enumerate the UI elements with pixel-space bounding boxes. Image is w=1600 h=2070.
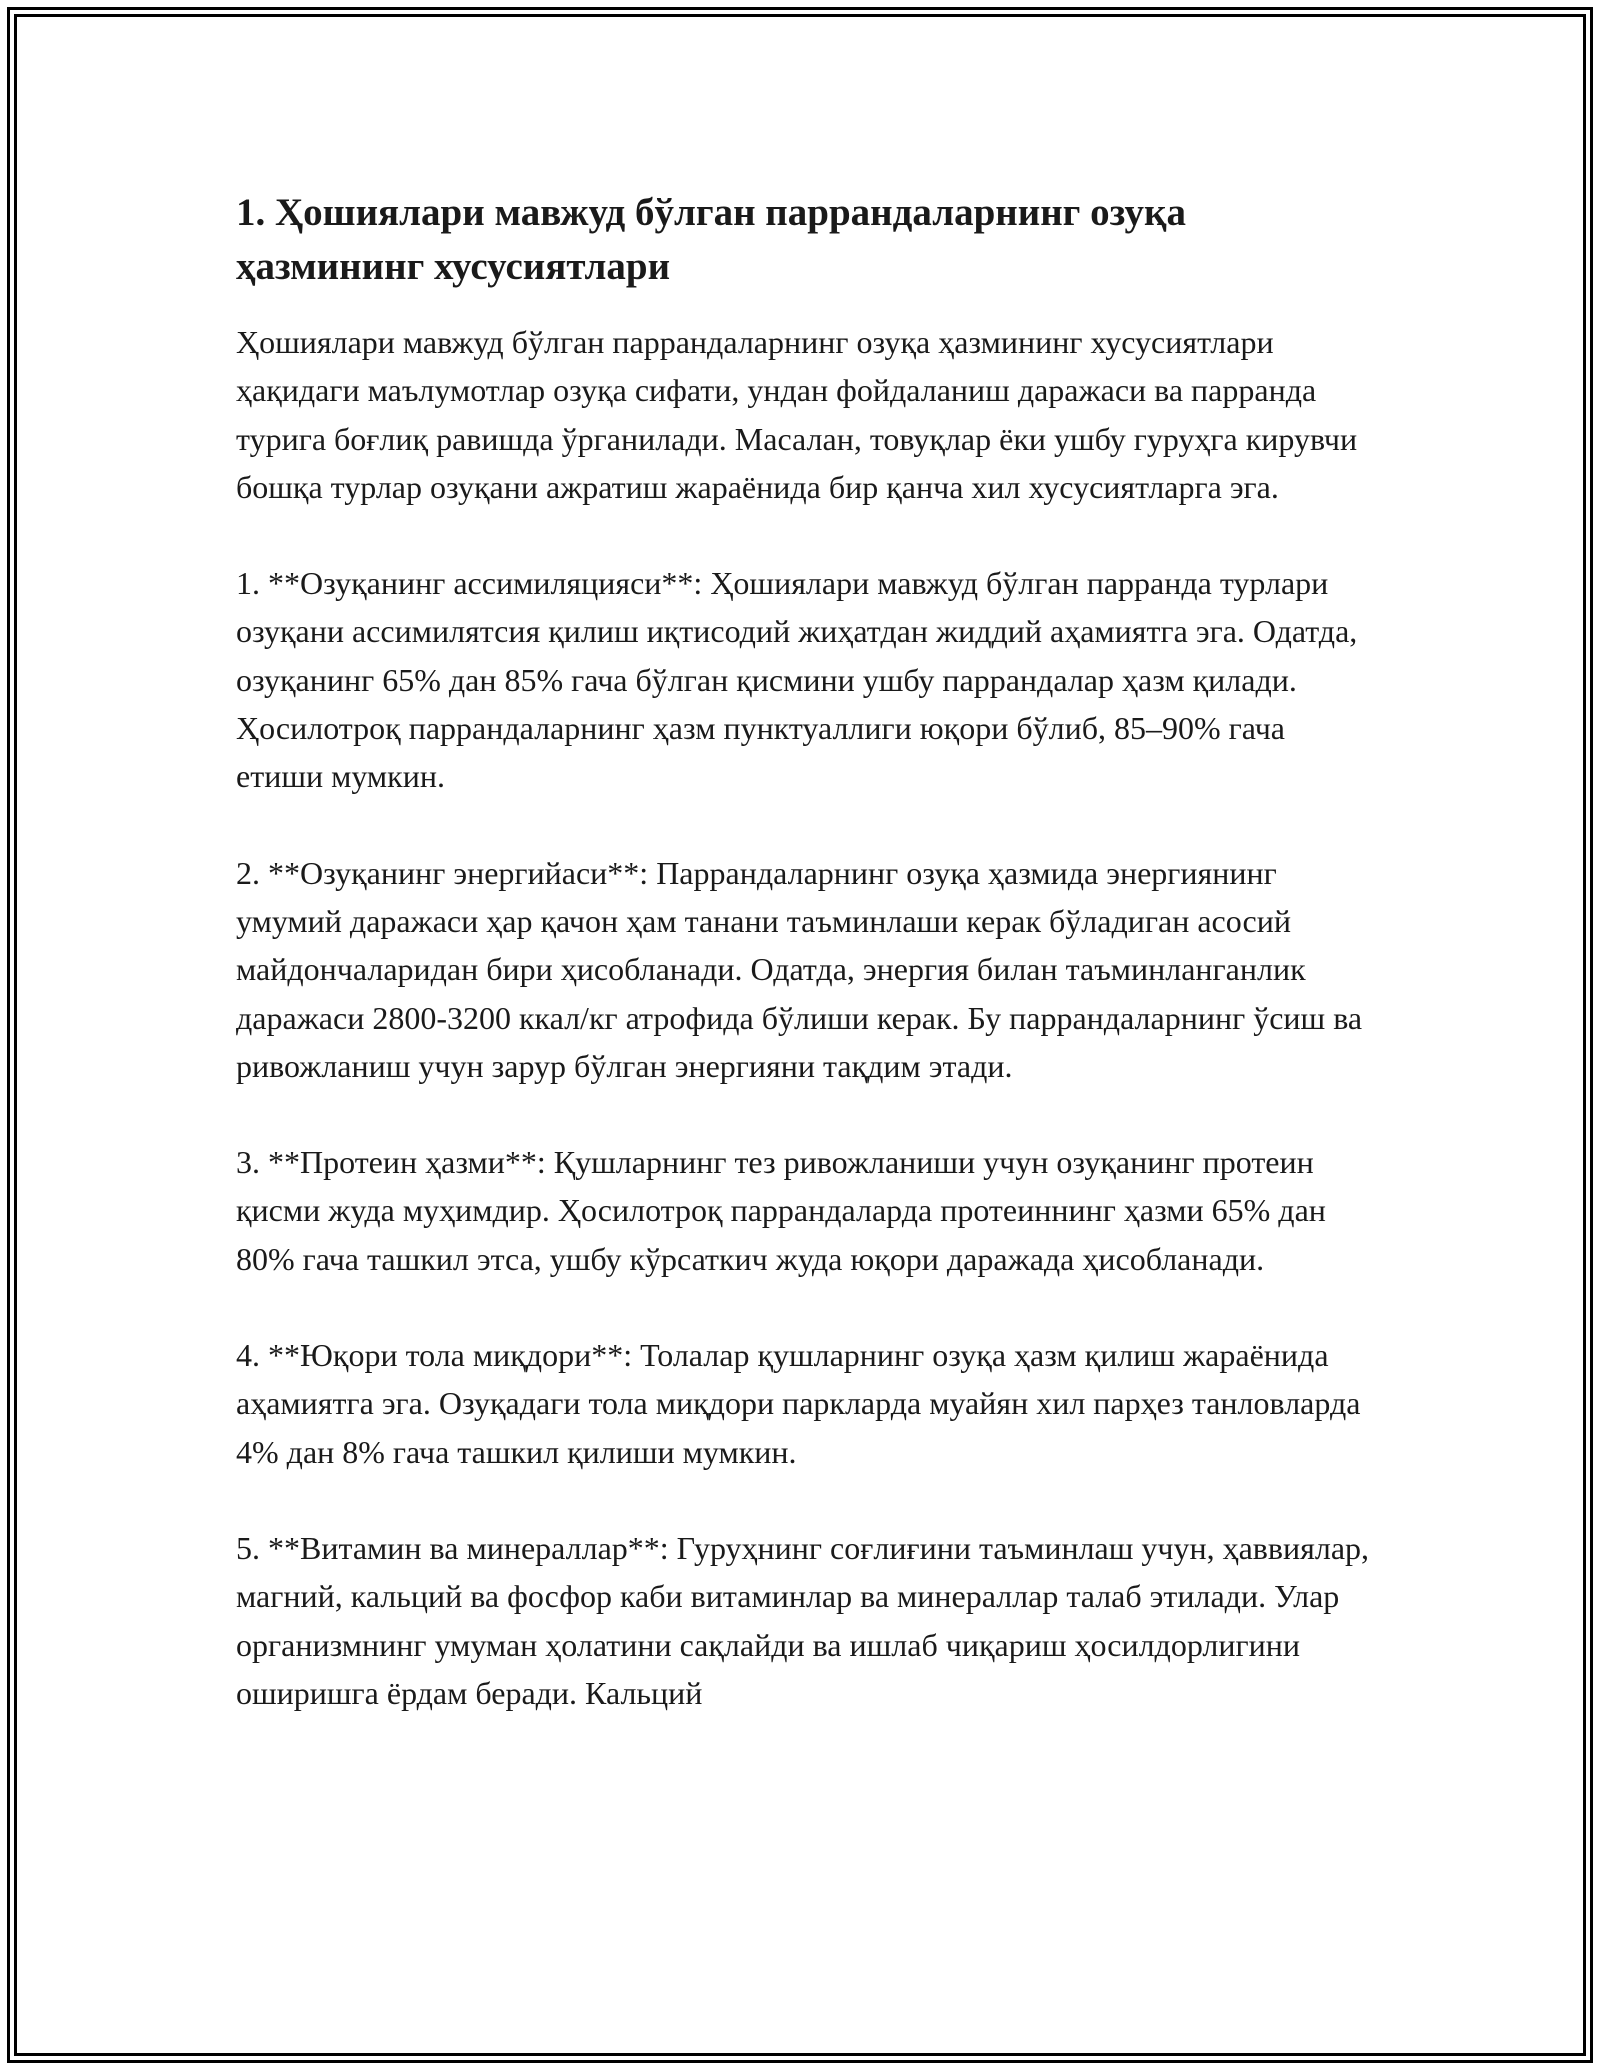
list-item-energy: 2. **Озуқанинг энергийаси**: Паррандаларнинг озуқа ҳазмида энергиянинг умумий даражаси ҳар қачон ҳам танани таъминлаши керак бўладиган асосий майдончаларидан бири ҳисобланади. Одатда, энергия билан таъминланганлик даражаси 2800-3200 ккал/кг атрофида бўлиши керак. Бу паррандаларнинг ўсиш ва ривожланиш учун зарур бўлган энергияни тақдим этади. xyxy=(236,854,1363,1084)
list-item-assimilation: 1. **Озуқанинг ассимиляцияси**: Ҳошиялари мавжуд бўлган парранда турлари озуқани ассимилятсия қилиш иқтисодий жиҳатдан жиддий аҳамиятга эга. Одатда, озуқанинг 65% дан 85% гача бўлган қисмини ушбу паррандалар ҳазм қилади. Ҳосилотроқ паррандаларнинг ҳазм пунктуаллиги юқори бўлиб, 85–90% гача етиши мумкин. xyxy=(236,565,1358,795)
list-item-protein: 3. **Протеин ҳазми**: Қушларнинг тез ривожланиши учун озуқанинг протеин қисми жуда муҳимдир. Ҳосилотроқ паррандаларда протеиннинг ҳазми 65% дан 80% гача ташкил этса, ушбу кўрсаткич жуда юқори даражада ҳисобланади. xyxy=(236,1144,1326,1277)
list-item-vitamins: 5. **Витамин ва минераллар**: Гуруҳнинг соғлиғини таъминлаш учун, ҳаввиялар, магний, кальций ва фосфор каби витаминлар ва минераллар талаб этилади. Улар организмнинг умуман ҳолатини сақлайди ва ишлаб чиқариш ҳосилдорлигини оширишга ёрдам беради. Кальций xyxy=(236,1529,1370,1711)
intro-paragraph: Ҳошиялари мавжуд бўлган паррандаларнинг озуқа ҳазмининг хусусиятлари ҳақидаги маълумотлар озуқа сифати, ундан фойдаланиш даражаси ва парранда турига боғлиқ равишда ўрганилади. Масалан, товуқлар ёки ушбу гуруҳга кирувчи бошқа турлар озуқани ажратиш жараёнида бир қанча хил хусусиятларга эга. xyxy=(236,324,1358,505)
document-body xyxy=(236,186,1376,1765)
section-heading: 1. Ҳошиялари мавжуд бўлган паррандаларнинг озуқа ҳазмининг хусусиятлари xyxy=(236,191,1186,288)
list-item-fiber: 4. **Юқори тола миқдори**: Толалар қушларнинг озуқа ҳазм қилиш жараёнида аҳамиятга эга. Озуқадаги тола миқдори паркларда муайян хил парҳез танловларда 4% дан 8% гача ташкил қилиши мумкин. xyxy=(236,1337,1361,1470)
